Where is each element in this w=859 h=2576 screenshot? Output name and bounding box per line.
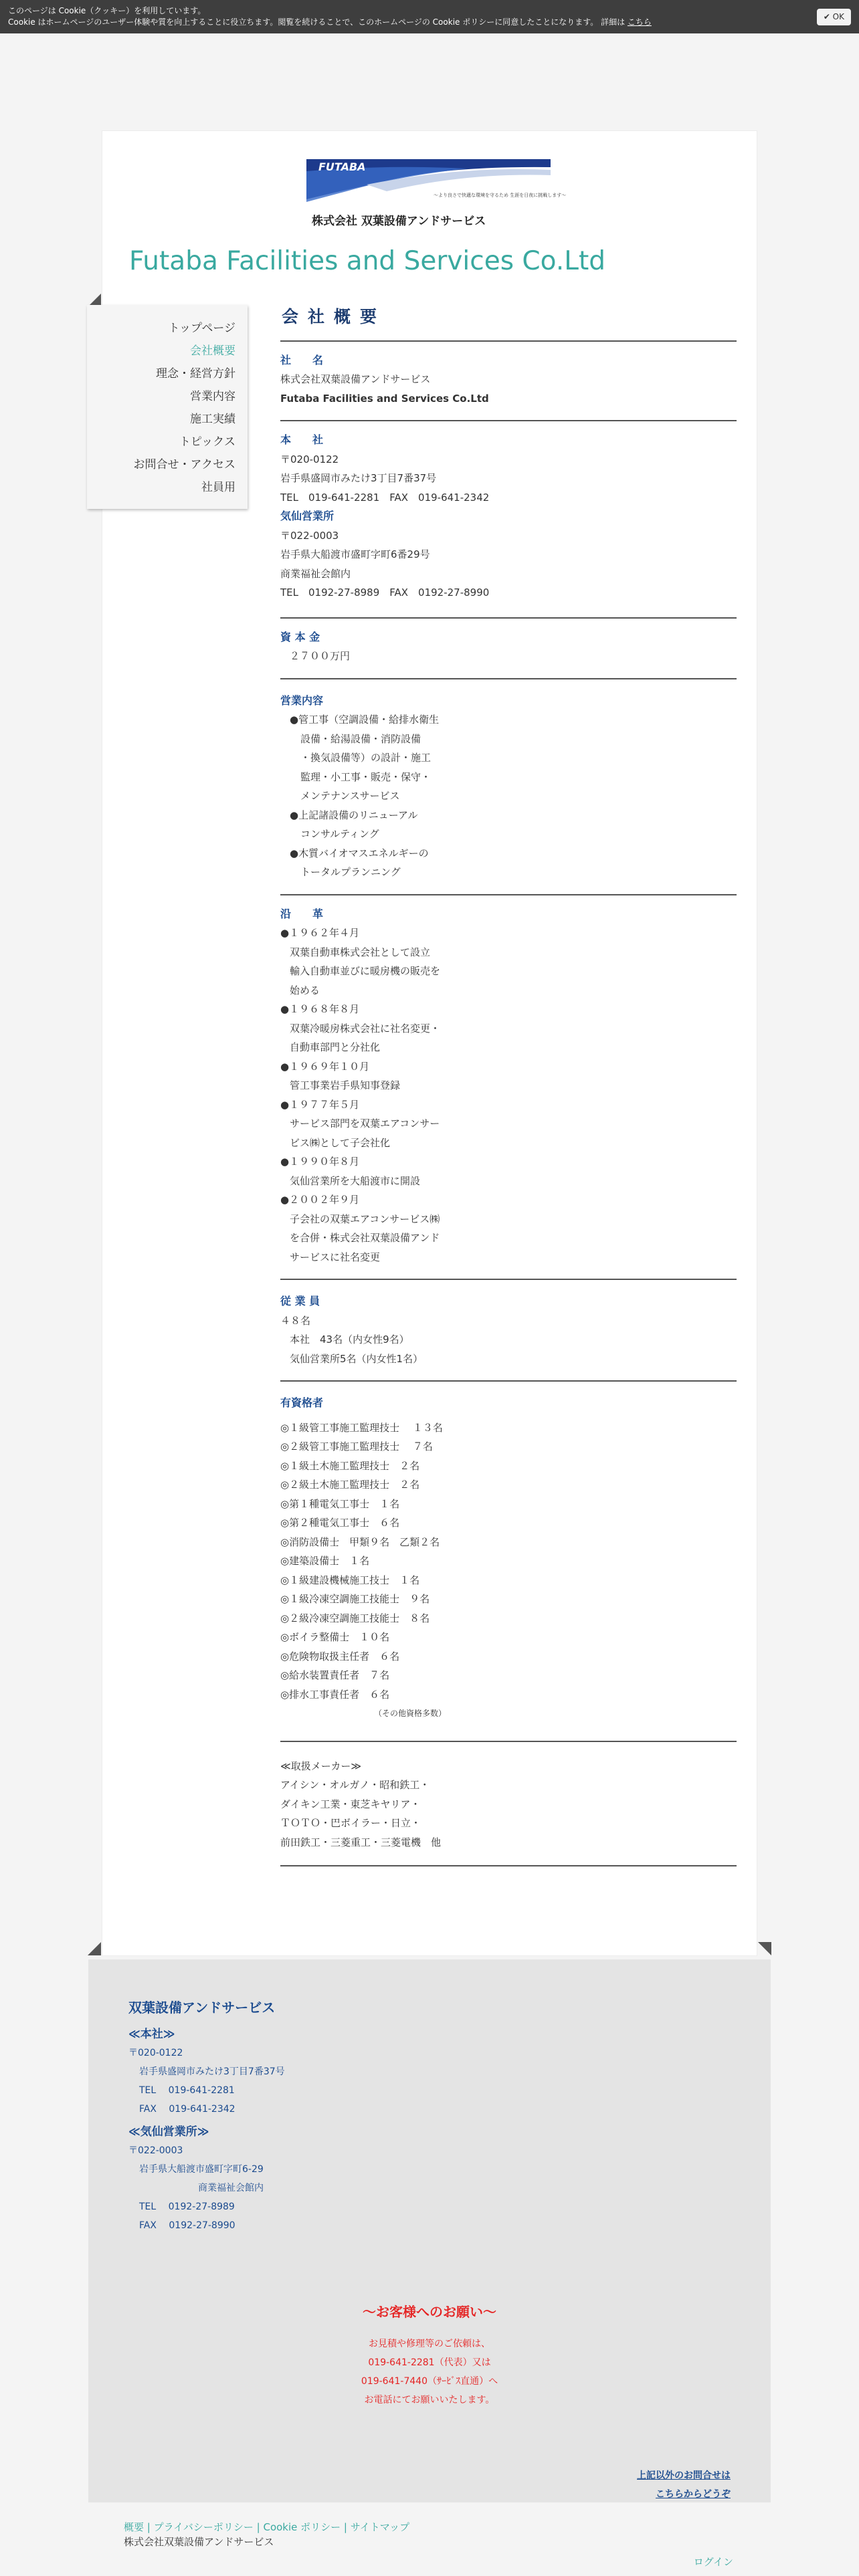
footer-company: 双葉設備アンドサービス (128, 2000, 276, 2016)
other-inquiry-link-2[interactable]: こちらからどうぞ (656, 2489, 731, 2500)
request-line: お電話にてお願いいたします。 (364, 2395, 495, 2405)
business-item: ●木質バイオマスエネルギーの (290, 847, 429, 859)
branch-tel: TEL 0192-27-8989 FAX 0192-27-8990 (280, 586, 490, 599)
history-item: ●１９６９年１０月 (280, 1060, 370, 1073)
history-item: ビス㈱として子会社化 (290, 1136, 391, 1149)
history-item: ●２００２年９月 (280, 1194, 360, 1206)
other-inquiry (637, 2466, 731, 2504)
footer-branch-building: 商業福祉会館内 (198, 2183, 264, 2193)
logo-tagline: 〜より良さで快適な環境を守るため 生涯を日夜に挑戦します〜 (434, 193, 567, 198)
login-link[interactable]: ログイン (693, 2556, 733, 2568)
history-item: 子会社の双葉エアコンサービス㈱ (290, 1212, 440, 1225)
qualification-item: ◎１級土木施工監理技士 ２名 (280, 1459, 420, 1472)
section-label: 有資格者 (280, 1396, 324, 1409)
hq-zip: 〒020-0122 (280, 453, 339, 465)
corner-decoration (758, 1942, 771, 1955)
company-name-en: Futaba Facilities and Services Co.Ltd (280, 392, 489, 405)
business-item: 監理・小工事・販売・保守・ (300, 770, 432, 783)
site-title[interactable]: Futaba Facilities and Services Co.Ltd (129, 246, 605, 276)
section-label: 沿 革 (280, 907, 324, 920)
history-item: 双葉冷暖房株式会社に社名変更・ (290, 1022, 441, 1035)
bottom-company: 株式会社双葉設備アンドサービス (124, 2536, 274, 2548)
history-section (280, 895, 737, 1279)
hq-tel: TEL 019-641-2281 FAX 019-641-2342 (280, 491, 490, 504)
request-title: 〜お客様へのお願い〜 (363, 2304, 496, 2320)
makers-label: ≪取扱メーカー≫ (280, 1759, 362, 1772)
logo-brand-text: FUTABA (318, 160, 366, 173)
qualification-item: ◎排水工事責任者 ６名 (280, 1688, 390, 1701)
link-cookie[interactable]: Cookie ポリシー (263, 2521, 341, 2533)
footer-branch-address: 岩手県大船渡市盛町字町6-29 (139, 2164, 264, 2175)
section-label: 本 社 (280, 433, 324, 446)
request-line: 019-641-7440（ｻｰﾋﾞｽ直通）へ (361, 2376, 498, 2387)
maker-item: ダイキン工業・東芝キヤリア・ (280, 1798, 421, 1810)
qualification-note: （その他資格多数） (374, 1709, 447, 1718)
business-list (280, 710, 737, 882)
qualification-item: ◎１級建設機械施工技士 １名 (280, 1574, 420, 1586)
footer-hq-tel: TEL 019-641-2281 (139, 2085, 235, 2096)
maker-item: ＴＯＴＯ・巴ボイラー・日立・ (280, 1817, 421, 1829)
cookie-ok-button[interactable]: ✔ OK (817, 9, 851, 25)
company-logo[interactable] (306, 159, 567, 233)
history-item: を合併・株式会社双葉設備アンド (290, 1232, 440, 1244)
history-item: ●１９６２年４月 (280, 927, 360, 939)
nav-item-works[interactable]: 施工実績 (190, 413, 235, 426)
history-item: ●１９９０年８月 (280, 1156, 360, 1168)
business-item: メンテナンスサービス (300, 790, 400, 802)
footer-branch-fax: FAX 0192-27-8990 (139, 2220, 235, 2231)
footer-hq-fax: FAX 019-641-2342 (139, 2104, 235, 2115)
qualification-item: ◎２級冷凍空調施工技能士 ８名 (280, 1612, 430, 1624)
hq-address: 岩手県盛岡市みたけ3丁目7番37号 (280, 472, 437, 484)
qualification-item: ◎第１種電気工事士 １名 (280, 1497, 400, 1510)
qualification-item: ◎危険物取扱主任者 ６名 (280, 1650, 400, 1662)
section-label: 従 業 員 (280, 1295, 320, 1307)
history-item: 輸入自動車並びに暖房機の販売を (290, 965, 441, 977)
nav-item-contact[interactable]: お問合せ・アクセス (133, 458, 235, 471)
business-item: ●上記諸設備のリニューアル (290, 809, 418, 821)
footer-branch-tel: TEL 0192-27-8989 (139, 2202, 235, 2212)
employees-branch: 気仙営業所5名（内女性1名） (290, 1352, 423, 1365)
link-sitemap[interactable]: サイトマップ (350, 2521, 410, 2533)
nav-item-topics[interactable]: トピックス (179, 435, 235, 449)
maker-list (280, 1776, 737, 1852)
footer-hq-label: ≪本社≫ (128, 2028, 175, 2041)
qualification-item: ◎給水装置責任者 ７名 (280, 1669, 390, 1681)
history-item: ●１９７７年５月 (280, 1098, 360, 1111)
business-section (280, 679, 737, 894)
company-name-section (280, 342, 737, 421)
qualification-item: ◎１級管工事施工監理技士 １３名 (280, 1421, 443, 1434)
qualification-item: ◎２級管工事施工監理技士 ７名 (280, 1440, 433, 1453)
cookie-details-link[interactable]: こちら (627, 17, 652, 27)
business-item: コンサルティング (300, 828, 379, 840)
makers-section (280, 1742, 737, 1866)
qualified-section (280, 1382, 737, 1735)
cookie-banner (0, 0, 859, 33)
qualification-item: ◎２級土木施工監理技士 ２名 (280, 1479, 420, 1491)
cookie-text: Cookie はホームページのユーザー体験や質を向上することに役立ちます。閲覧を続けることで、このホームページの Cookie ポリシーに同意したことになります。 詳細は (8, 17, 626, 27)
footer-hq-address: 岩手県盛岡市みたけ3丁目7番37号 (139, 2066, 285, 2077)
maker-item: アイシン・オルガノ・昭和鉄工・ (280, 1779, 430, 1791)
qualification-list (280, 1418, 737, 1705)
section-label: 営業内容 (280, 693, 324, 707)
qualification-item: ◎ボイラ整備士 １０名 (280, 1631, 390, 1643)
capital-section (280, 619, 737, 678)
request-line: お見積や修理等のご依頼は、 (369, 2339, 490, 2349)
branch-address: 岩手県大船渡市盛町字町6番29号 (280, 548, 430, 560)
qualification-item: ◎建築設備士 １名 (280, 1555, 370, 1567)
company-name-ja: 株式会社双葉設備アンドサービス (280, 373, 431, 385)
logo-company-name: 株式会社 双葉設備アンドサービス (312, 215, 486, 228)
nav-item-philosophy[interactable]: 理念・経営方針 (156, 367, 235, 381)
employees-section (280, 1280, 737, 1380)
business-item: ●管工事（空調設備・給排水衛生 (290, 714, 440, 726)
maker-item: 前田鉄工・三菱重工・三菱電機 他 (280, 1836, 442, 1848)
history-item: ●１９６８年８月 (280, 1003, 360, 1015)
divider (280, 1865, 737, 1866)
qualification-item: ◎消防設備士 甲類９名 乙類２名 (280, 1535, 440, 1548)
cookie-text-line2 (8, 17, 851, 28)
link-privacy[interactable]: プライバシーポリシー (153, 2521, 254, 2533)
cookie-text-line1: このページは Cookie（クッキー）を利用しています。 (8, 6, 206, 15)
qualification-item: ◎第２種電気工事士 ６名 (280, 1517, 400, 1529)
business-item: トータルプランニング (300, 866, 401, 878)
nav-item-staff[interactable]: 社員用 (201, 481, 235, 494)
footer-branch-zip: 〒022-0003 (128, 2145, 183, 2156)
request-line: 019-641-2281（代表）又は (368, 2357, 491, 2368)
history-item: 自動車部門と分社化 (290, 1041, 381, 1053)
section-label: 資 本 金 (280, 630, 320, 643)
nav-item-top[interactable]: トップページ (168, 322, 235, 335)
corner-decoration (88, 1942, 101, 1955)
customer-request (128, 2302, 731, 2409)
employees-hq: 本社 43名（内女性9名） (290, 1333, 409, 1346)
side-nav (87, 305, 248, 509)
history-item: サービスに社名変更 (290, 1251, 381, 1263)
bottom-links: 概要 | プライバシーポリシー | Cookie ポリシー | サイトマップ (124, 2521, 410, 2533)
bottom-bar (124, 2520, 409, 2549)
history-item: 管工事業岩手県知事登録 (290, 1079, 401, 1091)
footer-hq-zip: 〒020-0122 (128, 2048, 183, 2058)
qualification-item: ◎１級冷凍空調施工技能士 ９名 (280, 1593, 430, 1605)
nav-item-business[interactable]: 営業内容 (190, 390, 235, 403)
branch-label: 気仙営業所 (280, 510, 335, 522)
nav-item-company[interactable]: 会社概要 (190, 344, 235, 358)
capital-value: ２７００万円 (290, 650, 351, 662)
footer-branch-label: ≪気仙営業所≫ (128, 2125, 209, 2139)
branch-zip: 〒022-0003 (280, 529, 339, 542)
branch-building: 商業福祉会館内 (280, 567, 351, 580)
history-list (280, 924, 737, 1267)
footer (88, 1959, 771, 2502)
footer-contact (128, 1998, 731, 2500)
history-item: 双葉自動車株式会社として設立 (290, 946, 431, 958)
page-title: 会社概要 (282, 307, 387, 326)
hq-section (280, 421, 737, 615)
other-inquiry-link[interactable]: 上記以外のお問合せは (637, 2470, 731, 2481)
history-item: サービス部門を双葉エアコンサー (290, 1117, 440, 1130)
history-item: 気仙営業所を大船渡市に開設 (290, 1174, 421, 1187)
business-item: 設備・給湯設備・消防設備 (300, 732, 421, 745)
section-label: 社 名 (280, 353, 324, 366)
company-overview (280, 308, 737, 1866)
link-overview[interactable]: 概要 (124, 2521, 145, 2533)
business-item: ・換気設備等）の設計・施工 (300, 752, 432, 764)
employees-total: ４８名 (280, 1314, 311, 1327)
history-item: 始める (290, 984, 320, 996)
